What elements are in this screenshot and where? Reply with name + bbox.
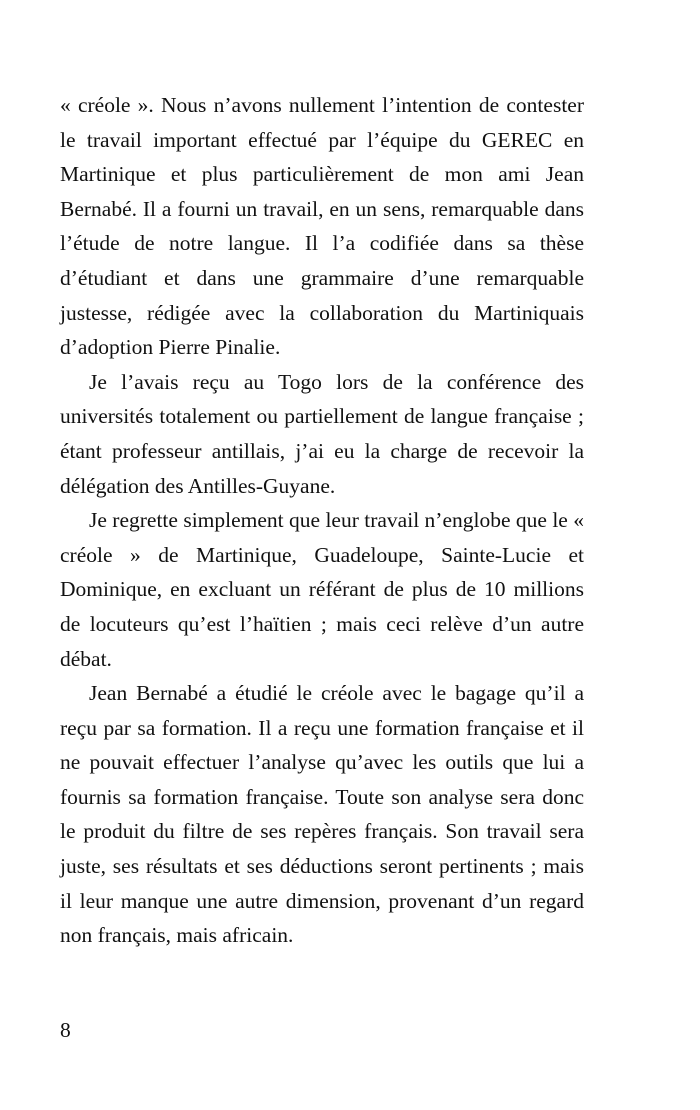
paragraph-bernabe: Jean Bernabé a étudié le créole avec le bagage qu’il a reçu par sa formation. Il a reçu une formation française et il ne pouvait effectuer l’analyse qu’avec les outils que lui a fournis sa formation française. Toute son analyse sera donc le produit du filtre de ses repères français. Son travail sera juste, ses résultats et ses déductions seront pertinents ; mais il leur manque une autre dimension, provenant d’un regard non français, mais africain. [60,681,584,948]
page-number: 8 [60,1018,71,1042]
page-body [60,88,584,953]
paragraph-regret: Je regrette simplement que leur travail n’englobe que le « créole » de Martinique, Guadeloupe, Sainte-Lucie et Dominique, en excluant un référant de plus de 10 millions de locuteurs qu’est l’haïtien ; mais ceci relève d’un autre débat. [60,508,584,671]
paragraph-continuation: « créole ». Nous n’avons nullement l’intention de contester le travail important effectué par l’équipe du GEREC en Martinique et plus particulièrement de mon ami Jean Bernabé. Il a fourni un travail, en un sens, remarquable dans l’étude de notre langue. Il l’a codifiée dans sa thèse d’étudiant et dans une grammaire d’une remarquable justesse, rédigée avec la collaboration du Martiniquais d’adoption Pierre Pinalie. [60,93,584,360]
paragraph-togo: Je l’avais reçu au Togo lors de la conférence des universités totalement ou partiellement de langue française ; étant professeur antillais, j’ai eu la charge de recevoir la délégation des Antilles-Guyane. [60,369,584,498]
